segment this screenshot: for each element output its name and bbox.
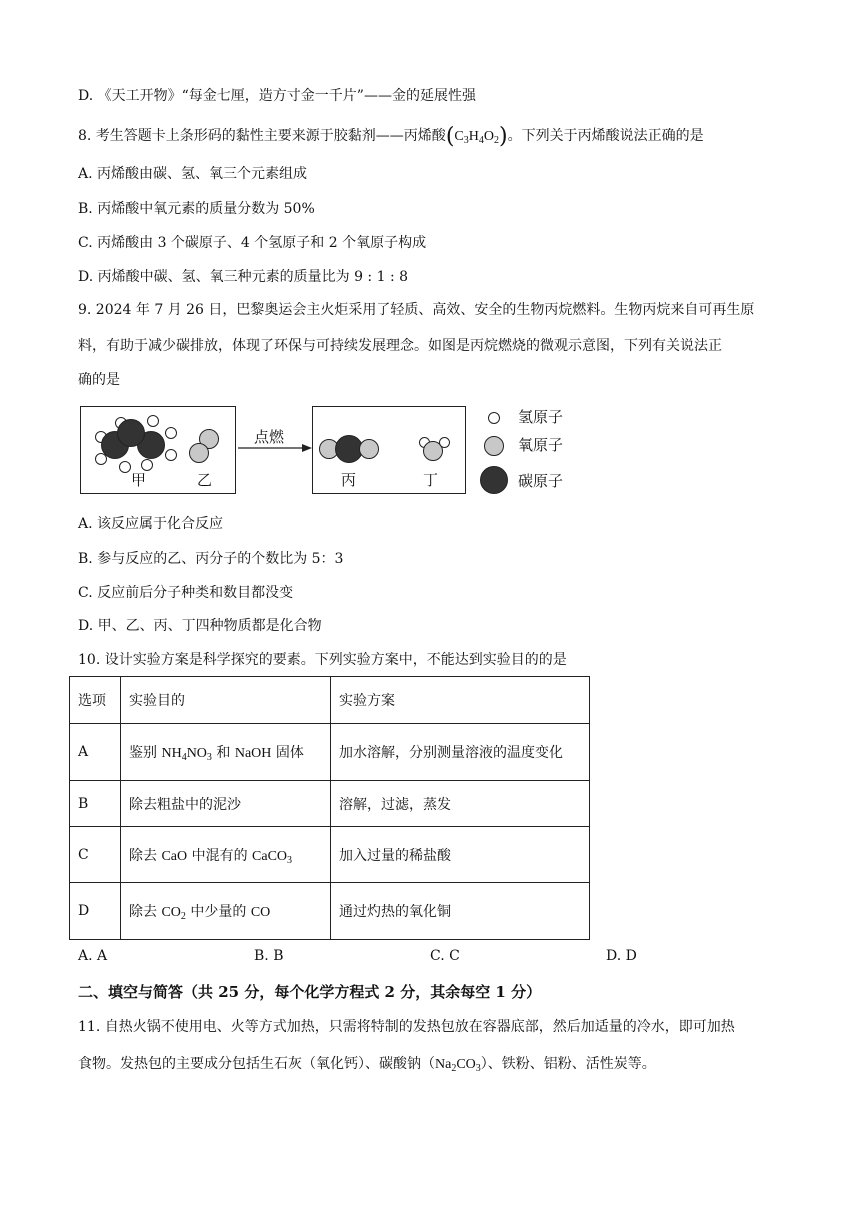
- q9-stem-line2: 料，有助于减少碳排放，体现了环保与可持续发展理念。如图是丙烷燃烧的微观示意图，下列有关说法正: [78, 338, 722, 354]
- q9-option-b: B. 参与反应的乙、丙分子的个数比为 5：3: [78, 551, 344, 567]
- q8-formula: $C_3H_4O_2$: [454, 129, 499, 146]
- q9-stem-line3: 确的是: [78, 372, 120, 388]
- table-cell: 鉴别 $NH_4NO_3$ 和 NaOH 固体: [121, 724, 331, 781]
- q9-option-d: D. 甲、乙、丙、丁四种物质都是化合物: [78, 618, 322, 634]
- arrow-label: 点燃: [254, 428, 285, 446]
- table-cell: D: [70, 883, 121, 940]
- reactants-box: [80, 406, 236, 494]
- legend-oxygen-icon: [484, 436, 504, 456]
- q9-option-c: C. 反应前后分子种类和数目都没变: [78, 585, 294, 601]
- reaction-arrow-icon: [236, 442, 314, 454]
- answer-option-a: A. A: [78, 948, 108, 964]
- q11-line2: 食物。发热包的主要成分包括生石灰（氧化钙）、碳酸钠$(Na_2CO_3)$、铁粉、铝粉、活性炭等。: [78, 1056, 656, 1074]
- answer-option-d: D. D: [606, 948, 637, 964]
- q11-formula: $Na_2CO_3$: [435, 1057, 481, 1074]
- table-row: [70, 724, 590, 781]
- legend-carbon: 碳原子: [518, 472, 564, 490]
- hydrogen-atom: [147, 415, 159, 427]
- table-row: [70, 827, 590, 883]
- answer-option-c: C. C: [430, 948, 460, 964]
- q8-option-a: A. 丙烯酸由碳、氢、氧三个元素组成: [78, 166, 308, 182]
- q8-stem-pre: 8. 考生答题卡上条形码的黏性主要来源于胶黏剂——丙烯酸: [78, 128, 446, 144]
- table-header: 实验目的: [121, 677, 331, 724]
- table-header-row: [70, 677, 590, 724]
- table-cell: 加入过量的稀盐酸: [331, 827, 590, 883]
- section-heading: 二、填空与简答（共 25 分，每个化学方程式 2 分，其余每空 1 分）: [78, 983, 542, 1001]
- table-cell: 通过灼热的氧化铜: [331, 883, 590, 940]
- table-cell: 除去 $CO_2$ 中少量的 CO: [121, 883, 331, 940]
- q8-stem: 8. 考生答题卡上条形码的黏性主要来源于胶黏剂——丙烯酸$(C_3H_4O_2)$。下列关于丙烯酸说法正确的是: [78, 124, 704, 149]
- table-row: [70, 883, 590, 940]
- hydrogen-atom: [119, 461, 131, 473]
- q8-stem-post: 。下列关于丙烯酸说法正确的是: [507, 128, 704, 144]
- q11-line1: 11. 自热火锅不使用电、火等方式加热，只需将特制的发热包放在容器底部，然后加适量的冷水，即可加热: [78, 1019, 735, 1035]
- hydrogen-atom: [439, 437, 450, 448]
- table-header: 实验方案: [331, 677, 590, 724]
- label-jia: 甲: [131, 471, 147, 489]
- oxygen-atom: [359, 439, 379, 459]
- label-ding: 丁: [423, 471, 439, 489]
- label-yi: 乙: [197, 471, 213, 489]
- table-cell: 除去粗盐中的泥沙: [121, 781, 331, 827]
- hydrogen-atom: [165, 449, 177, 461]
- table-cell: B: [70, 781, 121, 827]
- q10-stem: 10. 设计实验方案是科学探究的要素。下列实验方案中，不能达到实验目的的是: [78, 652, 567, 668]
- answer-option-b: B. B: [254, 948, 284, 964]
- table-header: 选项: [70, 677, 121, 724]
- table-cell: 除去 CaO 中混有的 CaCO$_3$: [121, 827, 331, 883]
- table-cell: A: [70, 724, 121, 781]
- q10-answer-options: [78, 948, 678, 968]
- legend-oxygen: 氧原子: [518, 436, 564, 454]
- label-bing: 丙: [341, 471, 357, 489]
- legend-carbon-icon: [480, 466, 508, 494]
- table-cell: 加水溶解，分别测量溶液的温度变化: [331, 724, 590, 781]
- experiment-table: [69, 676, 590, 940]
- table-cell: 溶解，过滤，蒸发: [331, 781, 590, 827]
- legend-hydrogen: 氢原子: [518, 408, 564, 426]
- q7-option-d: D. 《天工开物》“每金七厘，造方寸金一千片”——金的延展性强: [78, 88, 476, 104]
- carbon-atom: [117, 419, 145, 447]
- table-row: [70, 781, 590, 827]
- oxygen-atom: [189, 443, 209, 463]
- products-box: [312, 406, 466, 494]
- legend-hydrogen-icon: [488, 412, 500, 424]
- q8-option-d: D. 丙烯酸中碳、氢、氧三种元素的质量比为 9 : 1 : 8: [78, 269, 409, 285]
- q9-stem-line1: 9. 2024 年 7 月 26 日，巴黎奥运会主火炬采用了轻质、高效、安全的生物丙烷燃料。生物丙烷来自可再生原: [78, 302, 755, 318]
- q8-option-c: C. 丙烯酸由 3 个碳原子、4 个氢原子和 2 个氧原子构成: [78, 235, 427, 251]
- table-cell: C: [70, 827, 121, 883]
- q8-option-b: B. 丙烯酸中氧元素的质量分数为 50%: [78, 201, 315, 217]
- hydrogen-atom: [165, 427, 177, 439]
- q9-option-a: A. 该反应属于化合反应: [78, 516, 224, 532]
- reaction-diagram: [78, 404, 598, 500]
